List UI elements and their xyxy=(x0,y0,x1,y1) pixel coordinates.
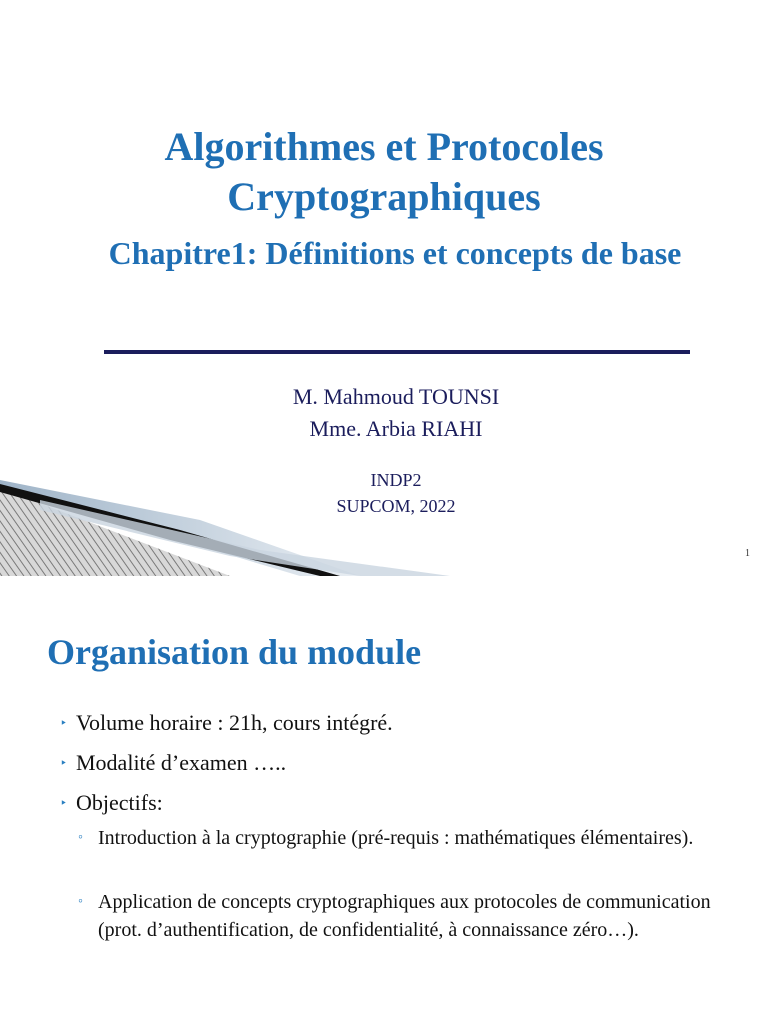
circle-bullet-icon: ◦ xyxy=(78,830,83,845)
decorative-swoosh xyxy=(0,480,460,576)
bullet-text: Objectifs: xyxy=(76,790,163,815)
author-1: M. Mahmoud TOUNSI xyxy=(292,384,500,409)
bullet-text: Volume horaire : 21h, cours intégré. xyxy=(76,710,393,735)
bullet-text: Modalité d’examen ….. xyxy=(76,750,287,775)
circle-bullet-icon: ◦ xyxy=(78,894,83,909)
title-divider xyxy=(104,350,690,354)
triangle-bullet-icon: ‣ xyxy=(60,796,68,810)
chapter-subtitle: Chapitre1: Définitions et concepts de base xyxy=(108,235,682,271)
sub-bullet-text: Introduction à la cryptographie (pré-requis : mathématiques élémentaires). xyxy=(98,827,694,849)
title-line-2: Cryptographiques xyxy=(227,174,541,219)
class-label: INDP2 xyxy=(370,470,422,490)
slide-separator xyxy=(0,576,768,600)
content-slide xyxy=(0,600,768,1024)
slide-title xyxy=(0,122,768,222)
triangle-bullet-icon: ‣ xyxy=(60,716,68,730)
institution-label: SUPCOM, 2022 xyxy=(336,496,456,516)
author-2: Mme. Arbia RIAHI xyxy=(309,416,483,441)
title-line-1: Algorithmes et Protocoles xyxy=(164,124,604,169)
slide-number: 1 xyxy=(745,548,750,559)
sub-bullet-text: Application de concepts cryptographiques aux protocoles de communication (prot. d’authentification, de confidentialité, à connaissance zéro…). xyxy=(98,891,711,941)
triangle-bullet-icon: ‣ xyxy=(60,756,68,770)
section-title: Organisation du module xyxy=(47,632,422,672)
